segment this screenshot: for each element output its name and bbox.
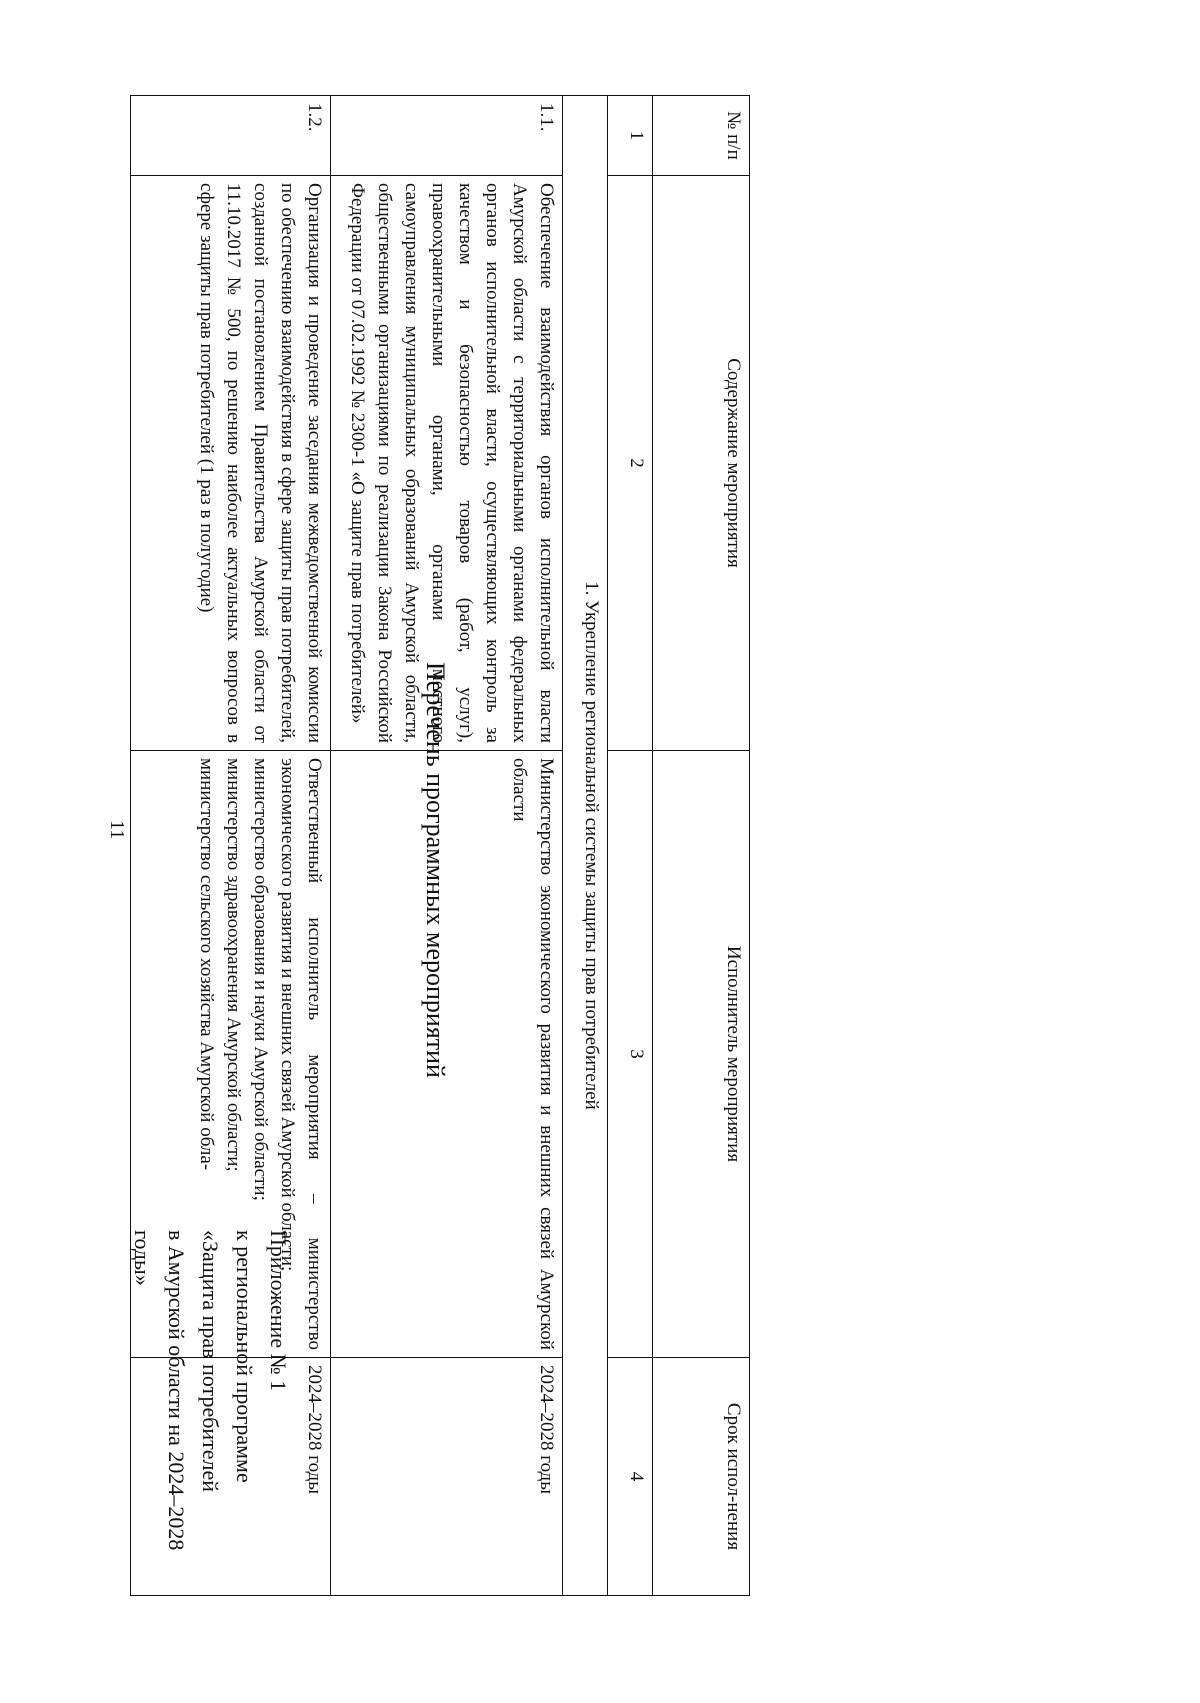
executor-line: министерство здравоохранения Амурской области; <box>223 758 244 1172</box>
table-row <box>331 96 563 1596</box>
column-number-row <box>608 96 653 1596</box>
header-num: № п/п <box>653 96 750 176</box>
row-executor <box>131 751 331 1358</box>
table-header-row <box>653 96 750 1596</box>
appendix-line: годы» <box>130 1230 155 1286</box>
table-row <box>131 96 331 1596</box>
appendix-line: в Амурской области на 2024–2028 <box>164 1230 189 1551</box>
appendix-line: к региональной программе <box>232 1230 257 1483</box>
row-number: 1.1. <box>331 96 563 176</box>
appendix-line: «Защита прав потребителей <box>198 1230 223 1493</box>
column-number: 3 <box>608 751 653 1358</box>
page-number: 11 <box>106 820 128 840</box>
executor-line: Ответственный исполнитель мероприятия – министерство экономического развития и внешних связей Амурской области; <box>277 758 325 1350</box>
header-content: Содержание мероприятия <box>653 176 750 751</box>
row-content: Организация и проведение заседания межведомственной комиссии по обеспечению взаимодействия в сфере защиты прав потребителей, созданной постановлением Правительства Амурской области от 11.10.2017 № 500, по решению наиболее актуальных вопросов в сфере защиты прав потребителей (1 раз в полугодие) <box>131 176 331 751</box>
header-term: Срок испол-нения <box>653 1358 750 1596</box>
row-content: Обеспечение взаимодействия органов исполнительной власти Амурской области с территориальными органами федеральных органов исполнительной власти, осуществляющих контроль за качеством и безопасностью товаров (работ, услуг), правоохранительными органами, органами местного самоуправления муниципальных образований Амурской области, общественными организациями по реализации Закона Российской Федерации от 07.02.1992 № 2300-1 «О защите прав потребителей» <box>331 176 563 751</box>
row-executor: Министерство экономического развития и внешних связей Амурской области <box>331 751 563 1358</box>
executor-line: министерство сельского хозяйства Амурской обла- <box>196 758 217 1171</box>
column-number: 2 <box>608 176 653 751</box>
row-number: 1.2. <box>131 96 331 176</box>
appendix-line: Приложение № 1 <box>266 1230 291 1392</box>
document-title: Перечень программных мероприятий <box>421 662 450 1078</box>
row-term: 2024–2028 годы <box>131 1358 331 1596</box>
row-term: 2024–2028 годы <box>331 1358 563 1596</box>
executor-line: министерство образования и науки Амурской области; <box>250 758 271 1201</box>
column-number: 1 <box>608 96 653 176</box>
column-number: 4 <box>608 1358 653 1596</box>
measures-table <box>130 95 750 1596</box>
header-executor: Исполнитель мероприятия <box>653 751 750 1358</box>
section-title: 1. Укрепление региональной системы защиты прав потребителей <box>563 96 608 1596</box>
section-row <box>563 96 608 1596</box>
